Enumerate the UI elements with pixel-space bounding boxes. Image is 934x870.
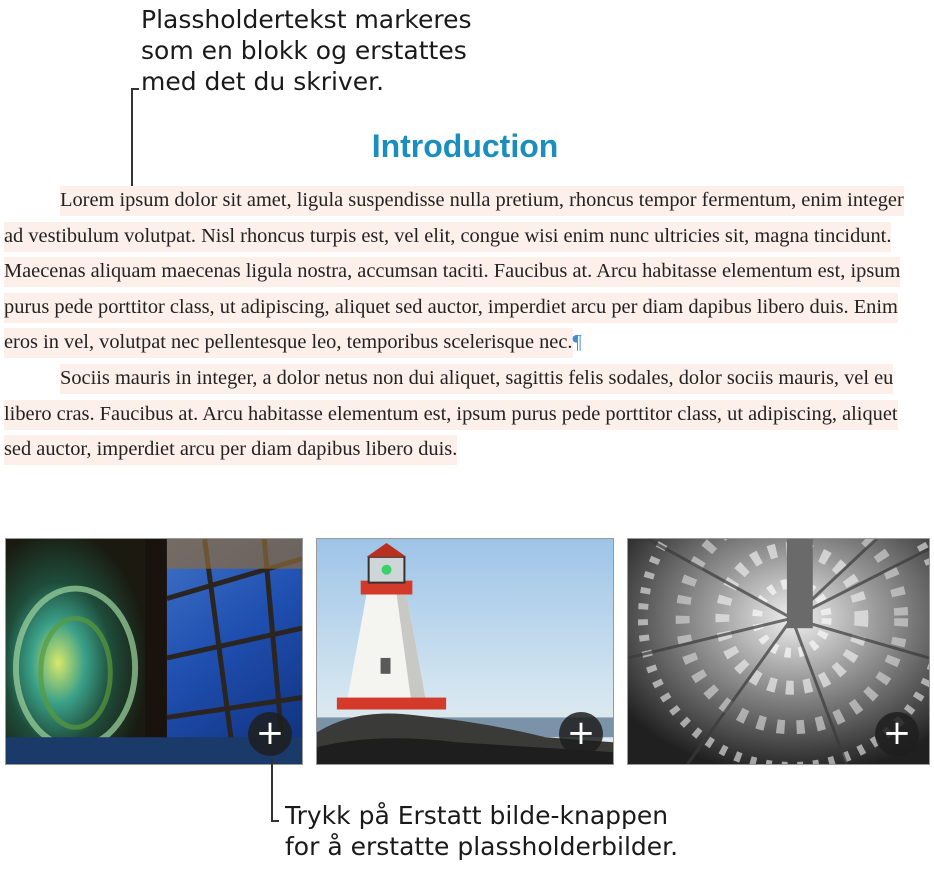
placeholder-image-staircase[interactable] [627,538,930,765]
callout-replace-image: Trykk på Erstatt bilde-knappen for å erstatte plassholderbilder. [285,801,679,861]
callout-placeholder-text: Plassholdertekst markeres som en blokk og erstattes med det du skriver. [141,5,472,96]
document-heading[interactable]: Introduction [371,128,559,164]
placeholder-text-block[interactable] [4,183,928,468]
callout-leader-line-bottom [271,758,273,822]
paragraph-1[interactable] [4,183,928,361]
callout-leader-tick-top [131,88,139,90]
placeholder-image-lens[interactable] [5,538,303,765]
paragraph-2-text[interactable]: Sociis mauris in integer, a dolor netus non dui aliquet, sagittis felis sodales, dolor sociis mauris, vel eu libero cras. Faucibus at. Arcu habitasse elementum est, ipsum purus pede porttitor class, ut adipiscing, aliquet sed auctor, imperdiet arcu per diam dapibus libero duis. [4,364,898,465]
pilcrow-icon: ¶ [572,331,582,354]
replace-image-button-2[interactable]: + [559,712,603,756]
paragraph-1-text[interactable]: Lorem ipsum dolor sit amet, ligula suspendisse nulla pretium, rhoncus tempor fermentum, enim integer ad vestibulum volutpat. Nisl rhoncus turpis est, vel elit, congue wisi enim nunc ultricies sit, magna tincidunt. Maecenas aliquam maecenas ligula nostra, accumsan taciti. Faucibus at. Arcu habitasse elementum est, ipsum purus pede porttitor class, ut adipiscing, aliquet sed auctor, imperdiet arcu per diam dapibus libero duis. Enim eros in vel, volutpat nec pellentesque leo, temporibus scelerisque nec. [4,186,904,358]
replace-image-button-3[interactable]: + [875,712,919,756]
placeholder-image-lighthouse[interactable] [316,538,614,765]
replace-image-button-1[interactable]: + [248,712,292,756]
callout-leader-tick-bottom [271,820,279,822]
paragraph-2[interactable] [4,361,928,468]
